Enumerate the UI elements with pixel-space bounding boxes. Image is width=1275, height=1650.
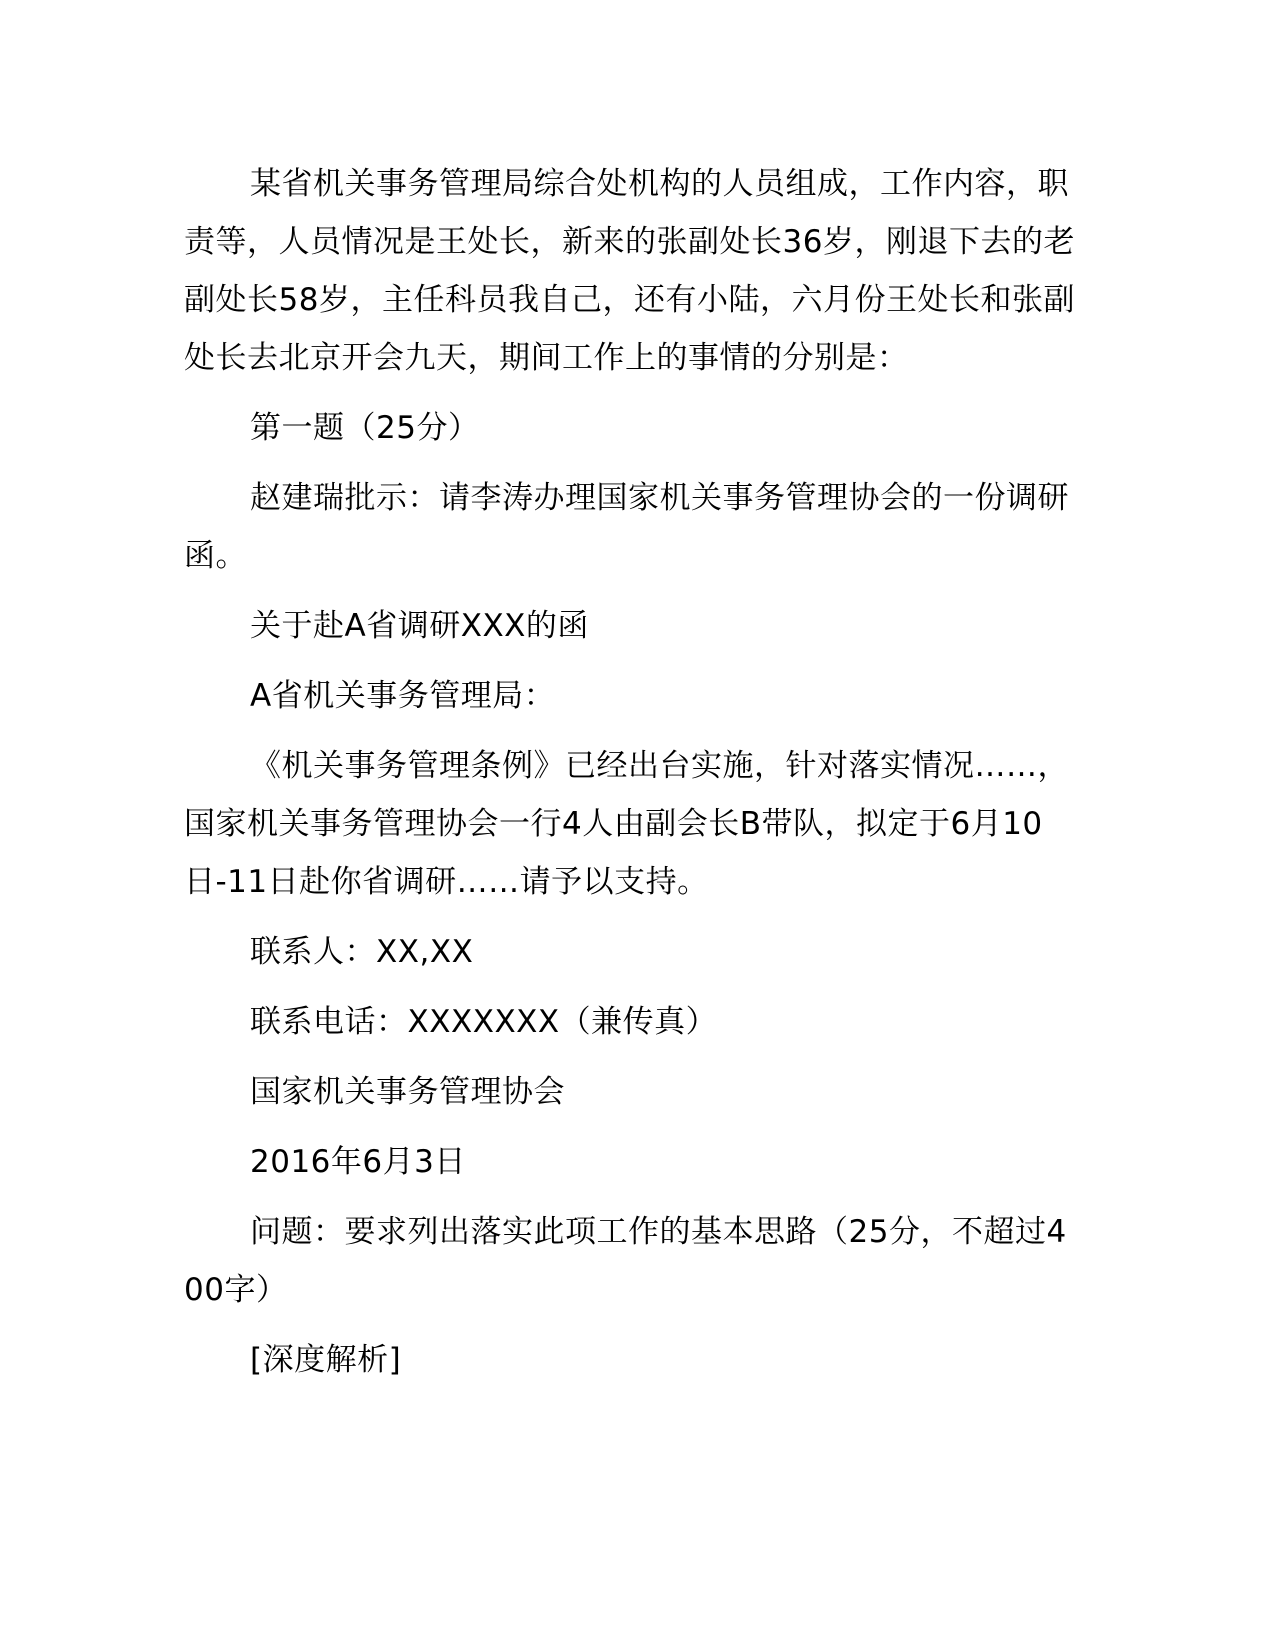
paragraph-instruction: 赵建瑞批示：请李涛办理国家机关事务管理协会的一份调研函。: [184, 480, 1069, 574]
paragraph-intro: 某省机关事务管理局综合处机构的人员组成，工作内容，职责等，人员情况是王处长，新来的张副处长36岁，刚退下去的老副处长58岁，主任科员我自己，还有小陆，六月份王处长和张副处长去北京开会九天，期间工作上的事情的分别是：: [184, 166, 1075, 376]
paragraph-contact-person: 联系人：XX,XX: [250, 934, 474, 970]
paragraph-letter-date: 2016年6月3日: [250, 1144, 466, 1180]
paragraph-letter-title: 关于赴A省调研XXX的函: [250, 608, 589, 644]
paragraph-question-one-heading: 第一题（25分）: [250, 410, 480, 446]
paragraph-letter-sender: 国家机关事务管理协会: [250, 1074, 565, 1110]
paragraph-letter-recipient: A省机关事务管理局：: [250, 678, 556, 714]
paragraph-question: 问题：要求列出落实此项工作的基本思路（25分，不超过400字）: [184, 1214, 1067, 1308]
paragraph-letter-body: 《机关事务管理条例》已经出台实施，针对落实情况……，国家机关事务管理协会一行4人由副会长B带队，拟定于6月10日-11日赴你省调研……请予以支持。: [184, 748, 1069, 900]
document-body: [184, 155, 1084, 1401]
paragraph-contact-phone: 联系电话：XXXXXXX（兼传真）: [250, 1004, 718, 1040]
paragraph-analysis-heading: [深度解析]: [250, 1342, 402, 1378]
